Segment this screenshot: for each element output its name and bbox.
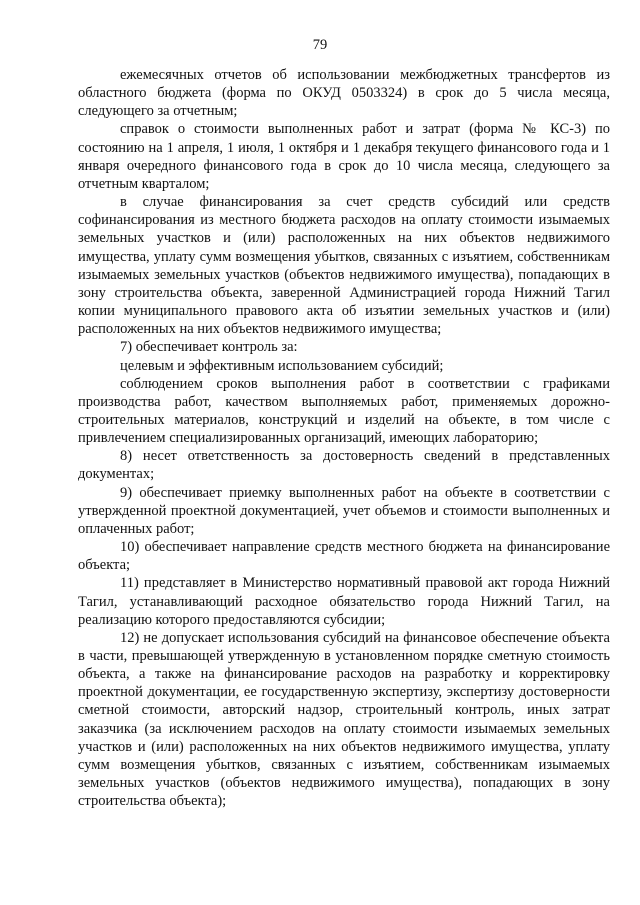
paragraph-cost-certificates: справок о стоимости выполненных работ и затрат (форма № КС-3) по состоянию на 1 апреля, 1 июля, 1 октября и 1 декабря текущего финансового года и 1 января очередного финансового года в срок до 10 числа месяца, следующего за отчетным кварталом; xyxy=(78,121,610,192)
paragraph-item-8: 8) несет ответственность за достоверность сведений в представленных документах; xyxy=(78,448,610,483)
paragraph-item-7-targeted-use: целевым и эффективным использованием субсидий; xyxy=(120,357,444,374)
document-body xyxy=(78,66,610,810)
paragraph-land-acquisition: в случае финансирования за счет средств субсидий или средств софинансирования из местного бюджета расходов на оплату стоимости изымаемых земельных участков и (или) расположенных на них объектов недвижимого имущества, уплату сумм возмещения убытков, связанных с изъятием, собственникам изымаемых земельных участков (объектов недвижимого имущества), попадающих в зону строительства объекта, заверенной Администрацией города Нижний Тагил копии муниципального правового акта об изъятии земельных участков и (или) расположенных на них объектов недвижимого имущества; xyxy=(78,194,610,338)
paragraph-item-12: 12) не допускает использования субсидий на финансовое обеспечение объекта в части, превышающей утвержденную в установленном порядке сметную стоимость объекта, а также на финансирование расходов на разработку и корректировку проектной документации, ее государственную экспертизу, экспертизу достоверности сметной стоимости, авторский надзор, строительный контроль, иных затрат заказчика (за исключением расходов на оплату стоимости изымаемых земельных участков и (или) расположенных на них объектов недвижимого имущества, уплату сумм возмещения убытков, связанных с изъятием, собственникам изымаемых земельных участков (объектов недвижимого имущества), попадающих в зону строительства объекта); xyxy=(78,629,610,810)
paragraph-item-9: 9) обеспечивает приемку выполненных работ на объекте в соответствии с утвержденной проектной документацией, учет объемов и стоимости выполненных и оплаченных работ; xyxy=(78,484,610,537)
paragraph-item-7-schedule-compliance: соблюдением сроков выполнения работ в соответствии с графиками производства работ, качеством выполняемых работ, применяемых дорожно-строительных материалов, конструкций и изделий на объекте, в том числе с привлечением специализированных организаций, имеющих лабораторию; xyxy=(78,375,610,447)
page-number: 79 xyxy=(312,37,328,53)
paragraph-item-11: 11) представляет в Министерство нормативный правовой акт города Нижний Тагил, устанавливающий расходное обязательство города Нижний Тагил, на реализацию которого предоставляются субсидии; xyxy=(78,575,610,628)
paragraph-monthly-reports: ежемесячных отчетов об использовании межбюджетных трансфертов из областного бюджета (форма по ОКУД 0503324) в срок до 5 числа месяца, следующего за отчетным; xyxy=(78,67,610,120)
paragraph-item-10: 10) обеспечивает направление средств местного бюджета на финансирование объекта; xyxy=(78,539,610,574)
paragraph-item-7: 7) обеспечивает контроль за: xyxy=(120,339,298,356)
